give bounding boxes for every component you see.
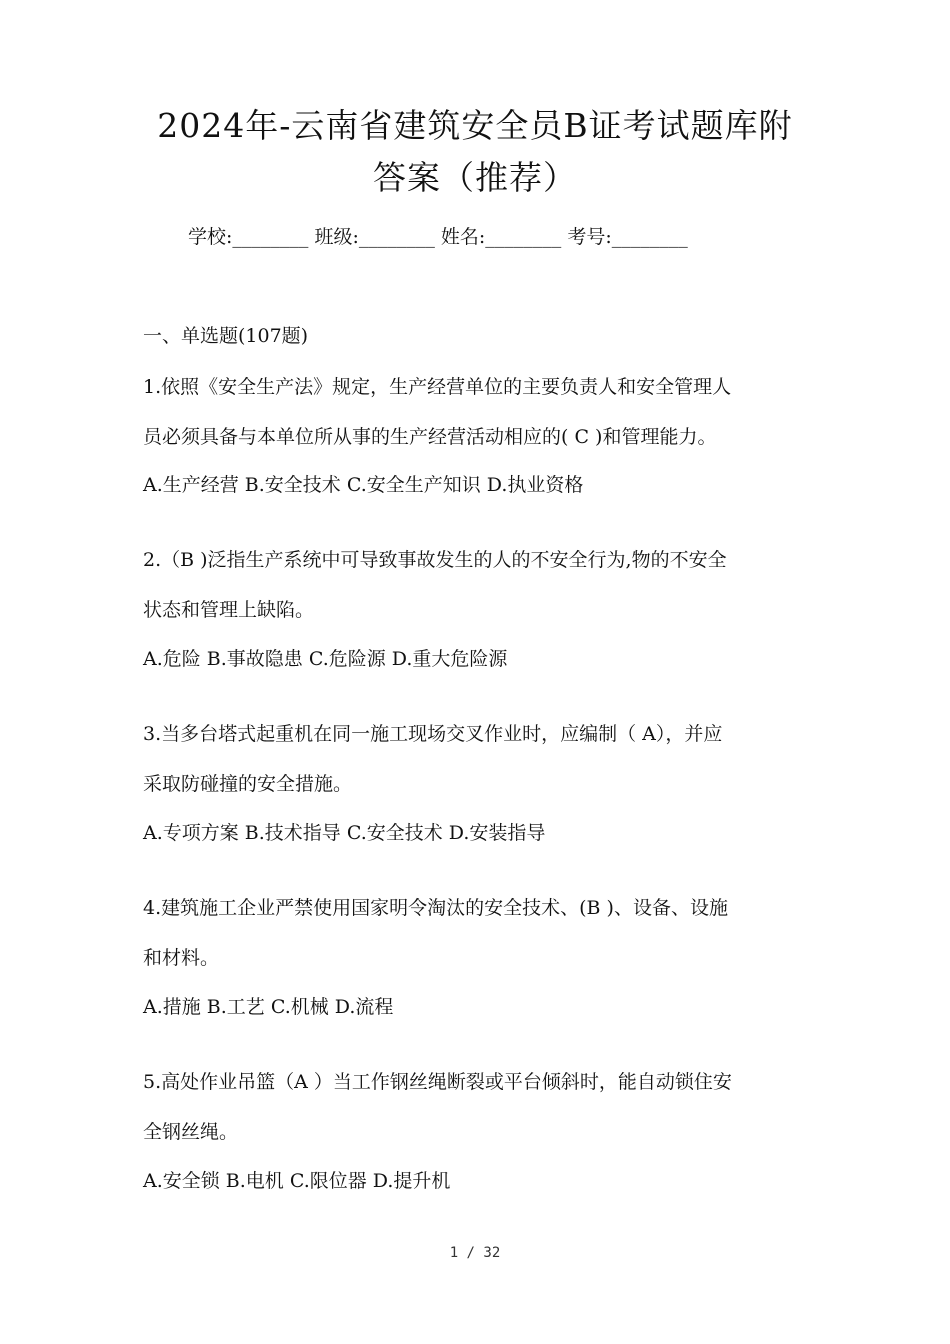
question-5-text-line-2: 全钢丝绳。 <box>143 1121 239 1143</box>
question-2-options: A.危险 B.事故隐患 C.危险源 D.重大危险源 <box>143 648 508 670</box>
question-2-text-line-2: 状态和管理上缺陷。 <box>143 599 315 621</box>
question-3-text-line-1: 3.当多台塔式起重机在同一施工现场交叉作业时，应编制（ A），并应 <box>143 723 723 745</box>
student-info-line: 学校:________ 班级:________ 姓名:________ 考号:________ <box>188 226 688 248</box>
question-4-text-line-1: 4.建筑施工企业严禁使用国家明令淘汰的安全技术、(B )、设备、设施 <box>143 897 728 919</box>
question-1-options: A.生产经营 B.安全技术 C.安全生产知识 D.执业资格 <box>143 474 584 496</box>
question-4-options: A.措施 B.工艺 C.机械 D.流程 <box>143 996 394 1018</box>
document-title-line-2: 答案（推荐） <box>373 158 577 197</box>
section-heading: 一、单选题(107题) <box>143 325 309 347</box>
question-2-text-line-1: 2.（B )泛指生产系统中可导致事故发生的人的不安全行为,物的不安全 <box>143 549 727 571</box>
question-4-text-line-2: 和材料。 <box>143 947 220 969</box>
document-title-line-1: 2024年-云南省建筑安全员B证考试题库附 <box>157 106 793 145</box>
question-5-text-line-1: 5.高处作业吊篮（A ）当工作钢丝绳断裂或平台倾斜时，能自动锁住安 <box>143 1071 732 1093</box>
question-5-options: A.安全锁 B.电机 C.限位器 D.提升机 <box>143 1170 451 1192</box>
question-1-text-line-1: 1.依照《安全生产法》规定，生产经营单位的主要负责人和安全管理人 <box>143 376 732 398</box>
question-3-options: A.专项方案 B.技术指导 C.安全技术 D.安装指导 <box>143 822 546 844</box>
page-number: 1 / 32 <box>449 1245 501 1261</box>
question-3-text-line-2: 采取防碰撞的安全措施。 <box>143 773 353 795</box>
question-1-text-line-2: 员必须具备与本单位所从事的生产经营活动相应的( C )和管理能力。 <box>143 426 717 448</box>
